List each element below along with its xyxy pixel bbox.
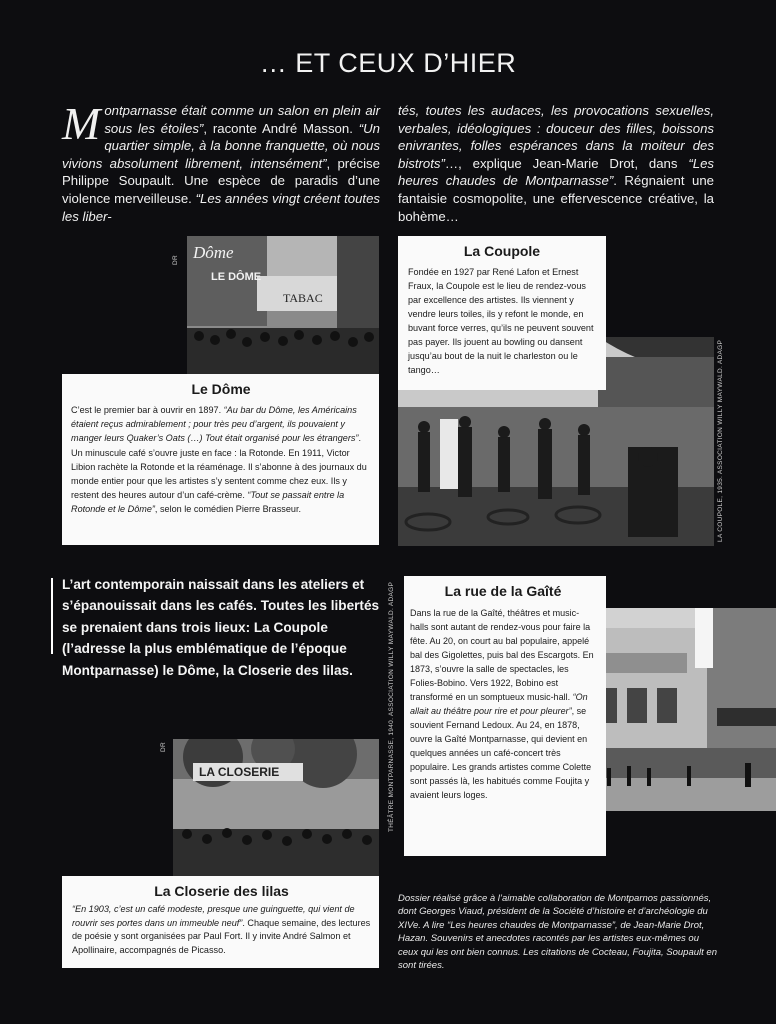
dome-text [71, 403, 371, 517]
gaite-text-run: Dans la rue de la Gaîté, théâtres et music-halls sont autant de rendez-vous pour faire la fête. Au 20, on court au bal populaire, appelé bal des Gigolettes, puis bal des Escargots. En 1873, s’ouvre la salle de spectacles, les Folies-Bobino. Vers 1922, Bobino est transformé en un somptueux music-hall. [410, 608, 594, 702]
closerie-text [72, 903, 371, 957]
closerie-text-run: “En 1903, c’est un café modeste, presque une guinguette, qui vient de rouvrir ses portes dans un immeuble neuf” [72, 904, 355, 928]
quote-rule [51, 578, 53, 654]
gaite-text-run: “On allait au théâtre pour rire et pour pleurer” [410, 692, 588, 716]
dome-photo-credit: DR [172, 255, 179, 265]
closerie-box [62, 876, 379, 968]
intro-run: …, explique Jean-Marie Drot, dans [444, 155, 689, 171]
coupole-text: Fondée en 1927 par René Lafon et Ernest Fraux, la Coupole est le lieu de rendez-vous par excellence des artistes. Ils viennent y vendre leurs toiles, ils y refont le monde, en buvant force verres, qu’ils ne peuvent souvent pas payer. Ils jouent au bowling ou dansent jusqu’au bout de la nuit le charleston ou le tango… [408, 267, 594, 375]
dome-text-run: , selon le comédien Pierre Brasseur. [154, 504, 301, 515]
dome-sign-tabac: TABAC [283, 291, 323, 305]
dome-text-run: “Tout se passait entre la Rotonde et le Dôme” [71, 490, 345, 515]
intro-column-1 [62, 98, 381, 225]
dome-text-run: “Au bar du Dôme, les Américains étaient reçus admirablement ; pour très peu d’argent, ils pouvaient y manger leurs Quaker’s Oats (…) Tout était organisé pour les étrangers” [71, 405, 359, 444]
gaite-heading: La rue de la Gaîté [444, 583, 562, 599]
closerie-text-run: . Chaque semaine, des lectures de poésie y sont organisées par Paul Fort. Il y invite André Salmon et Apollinaire, accompagnés de Picasso. [72, 917, 371, 955]
closerie-heading: La Closerie des lilas [154, 883, 289, 899]
closerie-photo-credit: DR [160, 742, 167, 752]
intro-text-1 [62, 98, 381, 224]
dome-text-run: C’est le premier bar à ouvrir en 1897. [71, 405, 224, 415]
closerie-photo [173, 739, 379, 876]
intro-run: tés, toutes les audaces, les provocations sexuelles, verbales, idéologiques : douceur des filles, boissons enivrantes, folles espérances dans la moiteur des bistrots” [398, 103, 714, 171]
coupole-photo-credit: LA COUPOLE, 1935. ASSOCIATION WILLY MAYWALD. ADAGP [717, 339, 724, 542]
page-title: … ET CEUX D’HIER [259, 48, 517, 78]
intro-column-2 [398, 102, 714, 225]
pull-quote: L’art contemporain naissait dans les ateliers et s’épanouissait dans les cafés. Toutes les libertés se prenaient dans trois lieux: La Coupole (l’adresse la plus emblématique de l’époque Montparnasse) le Dôme, la Closerie des lilas. [62, 577, 380, 678]
closerie-sign: LA CLOSERIE [199, 765, 280, 779]
intro-run: “Les années vingt créent toutes les liber- [62, 190, 381, 224]
dome-photo [187, 236, 379, 374]
intro-run: , précise Philippe Soupault. Une espèce de paradis d’une violence merveilleuse. [62, 155, 380, 206]
dome-text-run: . Un minuscule café s’ouvre juste en face : la Rotonde. En 1911, Victor Libion rachète la Rotonde et la réaménage. Il s’abonne à des journaux du monde entier pour que les artistes s’y sentent comme chez eux. Ils y restent des heures autour d’un café-crème. [71, 433, 367, 501]
gaite-box [404, 576, 606, 856]
dome-sign-top: Dôme [193, 243, 234, 262]
gaite-text [410, 606, 596, 802]
intro-run: ontparnasse était comme un salon en plein air sous les étoiles” [104, 103, 380, 136]
drop-cap: M [62, 98, 101, 149]
footer-credits: Dossier réalisé grâce à l’aimable collaboration de Montparnos passionnés, dont Georges Viaud, président de la Société d’histoire et d’archéologie du XIVe. A lire “Les heures chaudes de Montparnasse”, de Jean-Marie Drot, Hazan. Souvenirs et anecdotes racontés par les artistes eux-mêmes ou ceux qui les ont bien connus. Les citations de Cocteau, Foujita, Soupault en sont tirées. [398, 893, 717, 972]
intro-run: “Les heures chaudes de Montparnasse” [398, 155, 714, 189]
gaite-photo-credit: THÉÂTRE MONTPARNASSE, 1940. ASSOCIATION WILLY MAYWALD. ADAGP [388, 581, 395, 832]
intro-run: , raconte André Masson. [203, 120, 359, 136]
gaite-text-run: , se souvient Fernand Ledoux. Au 24, en 1878, ouvre la Gaîté Montparnasse, qui devient en quelques années un café-concert très populaire. Les grands artistes comme Colette sont passés là, les habitués comme Foujita y avaient leurs loges. [410, 706, 592, 800]
intro-text-2 [398, 103, 714, 224]
dome-heading: Le Dôme [191, 381, 251, 397]
dome-sign-front: LE DÔME [211, 271, 262, 283]
dome-box [62, 374, 379, 545]
intro-run: . Régnaient une fantaisie cosmopolite, une effervescence créative, la bohème… [398, 173, 714, 224]
intro-run: “Un quartier simple, à la bonne franquette, où nous vivions absolument librement, intensément” [62, 120, 381, 171]
coupole-box [398, 236, 606, 390]
coupole-heading: La Coupole [463, 243, 541, 259]
